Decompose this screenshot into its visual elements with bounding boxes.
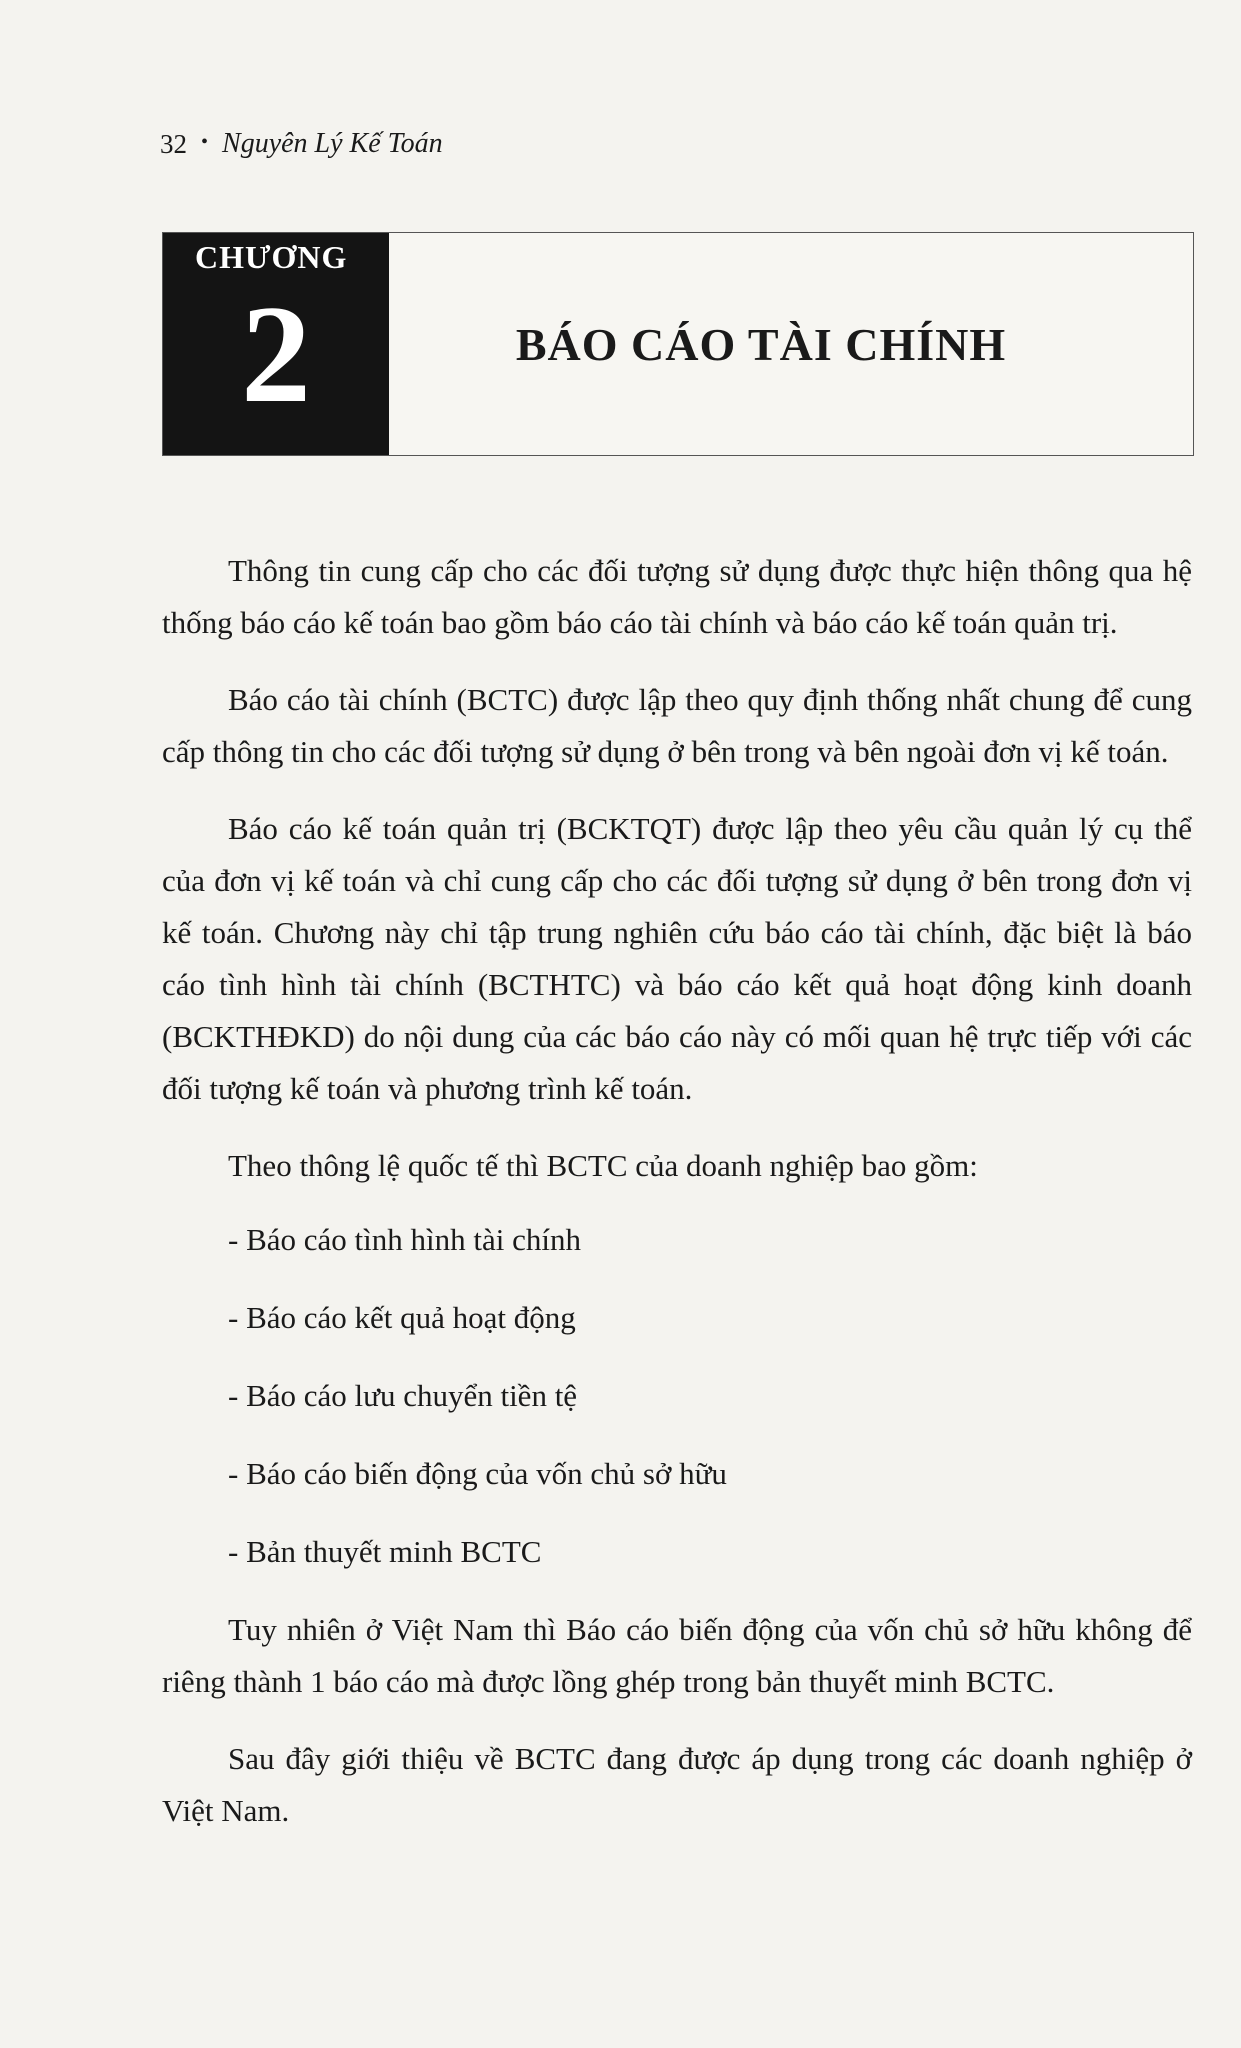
paragraph: Tuy nhiên ở Việt Nam thì Báo cáo biến động của vốn chủ sở hữu không để riêng thành 1 báo cáo mà được lồng ghép trong bản thuyết minh BCTC. xyxy=(162,1612,1192,1699)
list-item: - Báo cáo kết quả hoạt động xyxy=(228,1300,576,1335)
list-item: - Bản thuyết minh BCTC xyxy=(228,1534,542,1569)
header-separator: • xyxy=(201,130,209,153)
page-number: 32 xyxy=(160,128,187,159)
body-text xyxy=(162,545,1192,1862)
paragraph: Sau đây giới thiệu về BCTC đang được áp dụng trong các doanh nghiệp ở Việt Nam. xyxy=(162,1741,1192,1828)
paragraph: Báo cáo kế toán quản trị (BCKTQT) được lập theo yêu cầu quản lý cụ thể của đơn vị kế toán và chỉ cung cấp cho các đối tượng sử dụng ở bên trong đơn vị kế toán. Chương này chỉ tập trung nghiên cứu báo cáo tài chính, đặc biệt là báo cáo tình hình tài chính (BCTHTC) và báo cáo kết quả hoạt động kinh doanh (BCKTHĐKD) do nội dung của các báo cáo này có mối quan hệ trực tiếp với các đối tượng kế toán và phương trình kế toán. xyxy=(162,811,1192,1106)
chapter-number: 2 xyxy=(241,277,311,432)
paragraph: Theo thông lệ quốc tế thì BCTC của doanh nghiệp bao gồm: xyxy=(228,1148,978,1183)
chapter-title: BÁO CÁO TÀI CHÍNH xyxy=(515,318,1007,370)
chapter-heading-box xyxy=(162,232,1194,456)
list-item: - Báo cáo biến động của vốn chủ sở hữu xyxy=(228,1456,727,1491)
list-item: - Báo cáo lưu chuyển tiền tệ xyxy=(228,1378,578,1413)
chapter-label: CHƯƠNG xyxy=(195,239,348,275)
list-item: - Báo cáo tình hình tài chính xyxy=(228,1222,581,1257)
paragraph: Báo cáo tài chính (BCTC) được lập theo quy định thống nhất chung để cung cấp thông tin cho các đối tượng sử dụng ở bên trong và bên ngoài đơn vị kế toán. xyxy=(162,682,1192,769)
paragraph: Thông tin cung cấp cho các đối tượng sử dụng được thực hiện thông qua hệ thống báo cáo kế toán bao gồm báo cáo tài chính và báo cáo kế toán quản trị. xyxy=(162,553,1192,640)
chapter-label-block xyxy=(163,233,389,455)
running-header xyxy=(160,128,443,160)
book-title: Nguyên Lý Kế Toán xyxy=(222,128,443,159)
